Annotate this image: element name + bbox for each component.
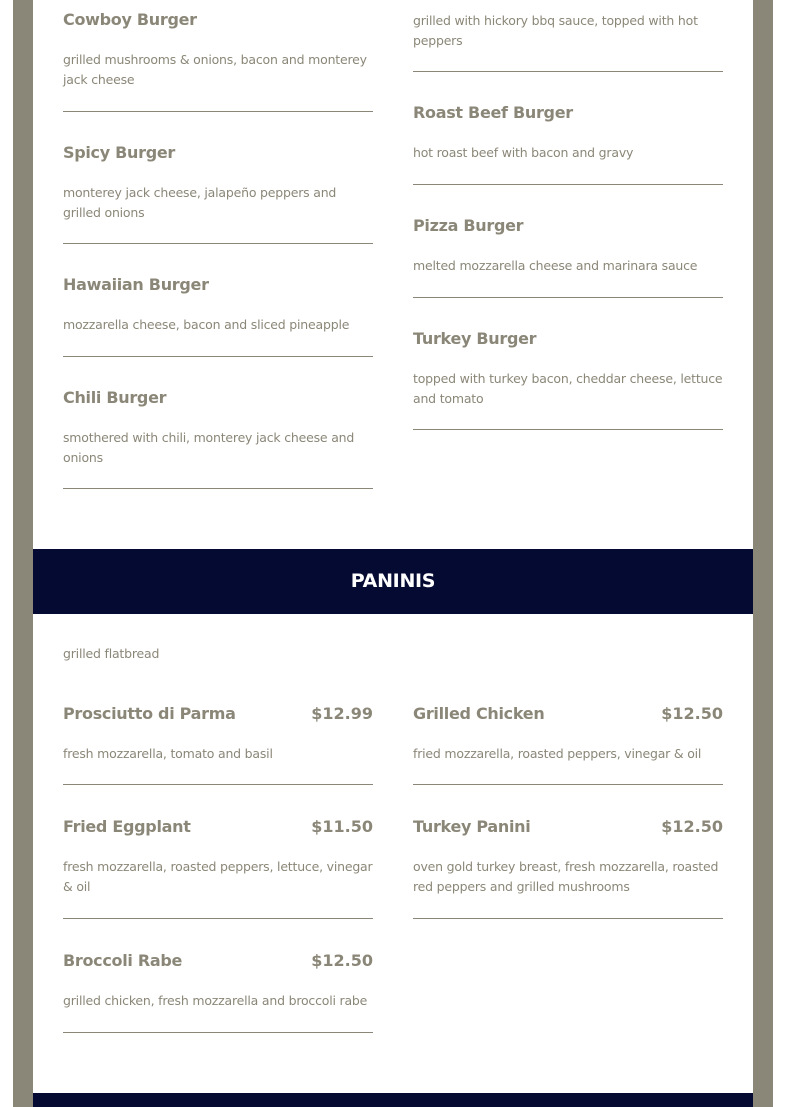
item-divider	[63, 111, 373, 112]
section-header-paninis: PANINIS	[33, 549, 753, 614]
item-name: Prosciutto di Parma	[63, 704, 236, 723]
item-description: monterey jack cheese, jalapeño peppers and grilled onions	[63, 185, 337, 220]
menu-item-pizza-burger	[413, 215, 723, 273]
paninis-panel	[33, 614, 753, 1093]
item-name: Pizza Burger	[413, 216, 524, 235]
menu-item-hawaiian-burger	[63, 274, 373, 332]
item-price: $12.50	[661, 817, 723, 836]
item-name: Turkey Burger	[413, 329, 537, 348]
item-divider	[63, 784, 373, 785]
menu-item-turkey-panini	[413, 816, 723, 894]
menu-item-roast-beef-burger	[413, 102, 723, 160]
section-intro: grilled flatbread	[63, 646, 160, 661]
item-divider	[63, 488, 373, 489]
item-description: fresh mozzarella, tomato and basil	[63, 746, 273, 761]
item-divider	[63, 243, 373, 244]
item-divider	[413, 429, 723, 430]
item-divider	[413, 918, 723, 919]
item-description: grilled mushrooms & onions, bacon and monterey jack cheese	[63, 52, 367, 87]
menu-item-grilled-chicken	[413, 703, 723, 761]
item-name: Broccoli Rabe	[63, 951, 183, 970]
item-divider	[413, 784, 723, 785]
item-divider	[413, 297, 723, 298]
item-name: Grilled Chicken	[413, 704, 545, 723]
menu-item-prosciutto-di-parma	[63, 703, 373, 761]
item-divider	[63, 356, 373, 357]
item-description: grilled chicken, fresh mozzarella and broccoli rabe	[63, 993, 368, 1008]
item-description: grilled with hickory bbq sauce, topped with hot peppers	[413, 13, 698, 48]
item-name: Cowboy Burger	[63, 10, 197, 29]
menu-item-spicy-burger	[63, 142, 373, 220]
section-header-next	[33, 1093, 753, 1107]
item-description: topped with turkey bacon, cheddar cheese, lettuce and tomato	[413, 371, 723, 406]
item-description: mozzarella cheese, bacon and sliced pineapple	[63, 317, 350, 332]
menu-item-fried-eggplant	[63, 816, 373, 894]
item-name: Hawaiian Burger	[63, 275, 209, 294]
item-divider	[413, 71, 723, 72]
item-divider	[413, 184, 723, 185]
item-name: Turkey Panini	[413, 817, 531, 836]
menu-item-turkey-burger	[413, 328, 723, 406]
menu-item-chili-burger	[63, 387, 373, 465]
item-divider	[63, 1032, 373, 1033]
item-description: fresh mozzarella, roasted peppers, lettuce, vinegar & oil	[63, 859, 373, 894]
item-name: Fried Eggplant	[63, 817, 191, 836]
item-divider	[63, 918, 373, 919]
item-name: Roast Beef Burger	[413, 103, 573, 122]
item-description: fried mozzarella, roasted peppers, vinegar & oil	[413, 746, 702, 761]
item-price: $12.50	[311, 951, 373, 970]
item-name: Spicy Burger	[63, 143, 176, 162]
item-description: smothered with chili, monterey jack cheese and onions	[63, 430, 355, 465]
item-name: Chili Burger	[63, 388, 167, 407]
item-description: hot roast beef with bacon and gravy	[413, 145, 634, 160]
item-price: $11.50	[311, 817, 373, 836]
item-description: oven gold turkey breast, fresh mozzarella, roasted red peppers and grilled mushrooms	[413, 859, 719, 894]
menu-item-cowboy-burger	[63, 9, 373, 87]
menu-item-broccoli-rabe	[63, 950, 373, 1008]
item-price: $12.50	[661, 704, 723, 723]
item-description: melted mozzarella cheese and marinara sauce	[413, 258, 698, 273]
item-price: $12.99	[311, 704, 373, 723]
